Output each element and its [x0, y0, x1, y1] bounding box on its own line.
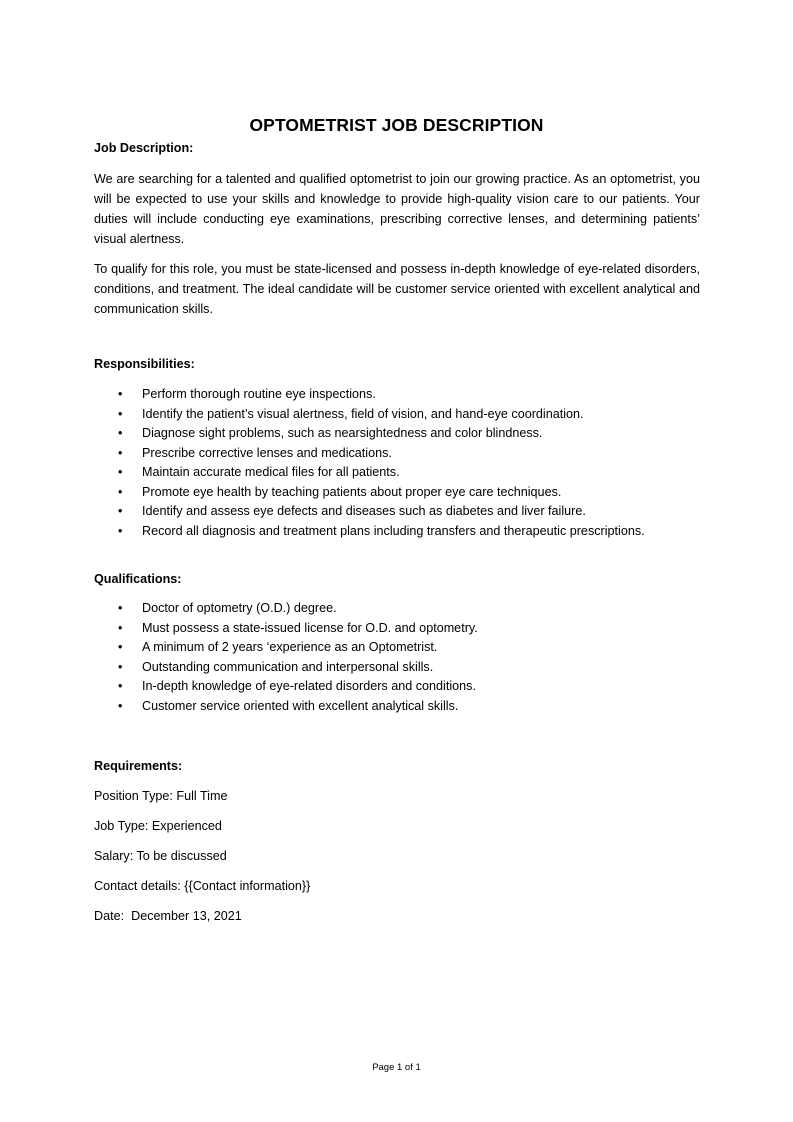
position-type-line: Position Type: Full Time	[94, 789, 228, 803]
bullet-icon: •	[118, 620, 123, 635]
list-item-text: A minimum of 2 years ‘experience as an Optometrist.	[142, 640, 438, 654]
list-item-text: Must possess a state-issued license for O.D. and optometry.	[142, 620, 478, 635]
contact-details-line: Contact details: {{Contact information}}	[94, 879, 311, 893]
qualifications-heading: Qualifications:	[94, 572, 182, 586]
list-item-text: Prescribe corrective lenses and medications.	[142, 445, 392, 460]
page-number-footer: Page 1 of 1	[372, 1062, 421, 1073]
bullet-icon: •	[118, 504, 123, 518]
bullet-icon: •	[118, 445, 123, 460]
bullet-icon: •	[118, 698, 123, 713]
job-description-section	[94, 138, 700, 319]
qualifications-list	[94, 599, 700, 716]
list-item-text: Identify the patient’s visual alertness, field of vision, and hand-eye coordination.	[142, 406, 584, 421]
list-item	[94, 463, 700, 483]
job-type-line: Job Type: Experienced	[94, 819, 222, 833]
list-item	[94, 619, 700, 639]
salary-line: Salary: To be discussed	[94, 849, 227, 863]
bullet-icon: •	[118, 406, 123, 421]
list-item-text: Diagnose sight problems, such as nearsightedness and color blindness.	[142, 426, 543, 440]
list-item-text: Record all diagnosis and treatment plans including transfers and therapeutic prescriptions.	[142, 523, 645, 538]
requirements-heading: Requirements:	[94, 759, 183, 773]
list-item	[94, 522, 700, 542]
bullet-icon: •	[118, 387, 123, 401]
bullet-icon: •	[118, 523, 123, 538]
list-item	[94, 483, 700, 503]
list-item-text: Customer service oriented with excellent analytical skills.	[142, 698, 459, 713]
job-description-paragraph-2: To qualify for this role, you must be state-licensed and possess in-depth knowledge of eye-related disorders, conditions, and treatment. The ideal candidate will be customer service oriented with excellent analytical and communication skills.	[94, 262, 700, 316]
bullet-icon: •	[118, 465, 123, 479]
list-item	[94, 658, 700, 678]
list-item	[94, 697, 700, 717]
list-item	[94, 599, 700, 619]
list-item-text: Identify and assess eye defects and diseases such as diabetes and liver failure.	[142, 504, 586, 518]
list-item	[94, 502, 700, 522]
list-item-text: Promote eye health by teaching patients about proper eye care techniques.	[142, 484, 562, 499]
bullet-icon: •	[118, 640, 123, 654]
list-item	[94, 444, 700, 464]
list-item	[94, 677, 700, 697]
qualifications-section	[94, 569, 700, 716]
responsibilities-section	[94, 354, 700, 541]
list-item-text: Doctor of optometry (O.D.) degree.	[142, 601, 337, 615]
job-description-heading: Job Description:	[94, 141, 194, 155]
list-item-text: Maintain accurate medical files for all patients.	[142, 465, 400, 479]
list-item	[94, 638, 700, 658]
bullet-icon: •	[118, 484, 123, 499]
bullet-icon: •	[118, 679, 123, 693]
job-description-paragraph-1: We are searching for a talented and qualified optometrist to join our growing practice. As an optometrist, you will be expected to use your skills and knowledge to provide high-quality vision care to our patients. Your duties will include conducting eye examinations, prescribing corrective lenses, and determining patients’ visual alertness.	[94, 172, 700, 246]
list-item-text: In-depth knowledge of eye-related disorders and conditions.	[142, 679, 476, 693]
responsibilities-list	[94, 385, 700, 541]
list-item	[94, 424, 700, 444]
list-item	[94, 405, 700, 425]
bullet-icon: •	[118, 601, 123, 615]
date-line: Date: December 13, 2021	[94, 909, 242, 923]
bullet-icon: •	[118, 659, 123, 674]
document-title: OPTOMETRIST JOB DESCRIPTION	[249, 115, 544, 135]
list-item-text: Perform thorough routine eye inspections.	[142, 387, 376, 401]
responsibilities-heading: Responsibilities:	[94, 357, 195, 371]
list-item-text: Outstanding communication and interpersonal skills.	[142, 659, 434, 674]
list-item	[94, 385, 700, 405]
requirements-section	[94, 756, 700, 926]
bullet-icon: •	[118, 426, 123, 440]
